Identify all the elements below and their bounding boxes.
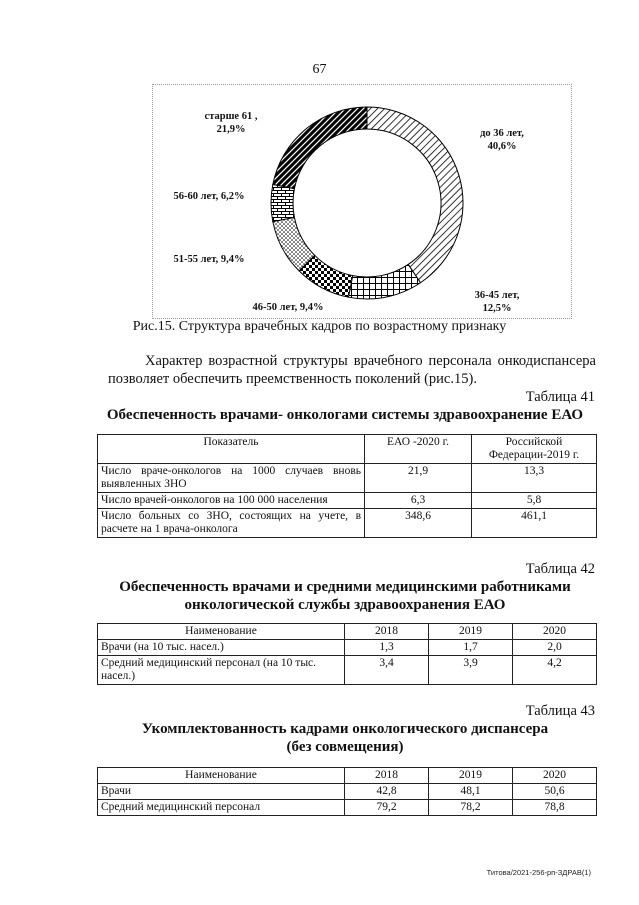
table-header-cell: 2020: [513, 624, 597, 640]
table-cell: 79,2: [345, 800, 429, 816]
table-cell: 42,8: [345, 784, 429, 800]
table-cell: 1,7: [429, 640, 513, 656]
table42-title: [80, 578, 610, 614]
label-51-55-name: 51-55 лет, 9,4%: [173, 254, 245, 265]
label-36-45-value: 12,5%: [482, 303, 512, 314]
table-header-cell: 2018: [345, 624, 429, 640]
donut-slice: [273, 107, 367, 189]
table-row: [98, 493, 597, 509]
table-cell: 21,9: [365, 464, 472, 493]
table-cell: 5,8: [472, 493, 597, 509]
paragraph-line-2: позволяет обеспечить преемственность поколений (рис.15).: [108, 371, 477, 387]
table-cell: 50,6: [513, 784, 597, 800]
label-56-60-name: 56-60 лет, 6,2%: [173, 191, 245, 202]
table43-title: [80, 720, 610, 756]
table-cell: 13,3: [472, 464, 597, 493]
donut-slices: [271, 107, 463, 299]
document-footer: Титова/2021-256-рп-ЗДРАВ(1): [486, 868, 591, 877]
table41-number: Таблица 41: [525, 389, 595, 405]
table-cell: Средний медицинский персонал: [98, 800, 345, 816]
body-paragraph: [108, 352, 596, 388]
table-cell: 348,6: [365, 509, 472, 538]
table-cell: 48,1: [429, 784, 513, 800]
table41-title: Обеспеченность врачами- онкологами системы здравоохранение ЕАО: [106, 407, 584, 423]
label-over-61-name: старше 61 ,: [204, 111, 258, 122]
label-46-50-name: 46-50 лет, 9,4%: [252, 302, 324, 313]
table-header-cell: Наименование: [98, 768, 345, 784]
table-header-cell: 2019: [429, 768, 513, 784]
table43: [97, 767, 597, 816]
paragraph-line-1: Характер возрастной структуры врачебного персонала онкодиспансера: [145, 353, 596, 369]
label-under-36: [457, 127, 547, 153]
table-row: [98, 800, 597, 816]
table-header-cell: 2019: [429, 624, 513, 640]
table-row: [98, 464, 597, 493]
figure-caption: Рис.15. Структура врачебных кадров по возрастному признаку: [132, 319, 507, 334]
table-header-cell: Российской Федерации-2019 г.: [472, 435, 597, 464]
table-row: [98, 784, 597, 800]
donut-chart: [152, 84, 572, 319]
table-cell: 78,8: [513, 800, 597, 816]
donut-slice: [348, 264, 420, 299]
label-over-61-value: 21,9%: [216, 124, 246, 135]
table-cell: Врачи (на 10 тыс. насел.): [98, 640, 345, 656]
donut-slice: [271, 184, 294, 221]
label-36-45: [457, 289, 537, 315]
table-cell: 461,1: [472, 509, 597, 538]
label-56-60: [159, 190, 259, 203]
table-header-cell: Показатель: [98, 435, 365, 464]
label-51-55: [159, 253, 259, 266]
label-46-50: [233, 301, 343, 314]
donut-slice: [367, 107, 463, 283]
table-cell: Средний медицинский персонал (на 10 тыс. насел.): [98, 656, 345, 685]
table-cell: 6,3: [365, 493, 472, 509]
table-row: [98, 509, 597, 538]
table-cell: 3,4: [345, 656, 429, 685]
table42-title-line-2: онкологической службы здравоохранения ЕАО: [184, 597, 506, 613]
table-cell: 2,0: [513, 640, 597, 656]
table42: [97, 623, 597, 685]
label-36-45-name: 36-45 лет,: [474, 290, 520, 301]
table-cell: 4,2: [513, 656, 597, 685]
table-header-cell: 2018: [345, 768, 429, 784]
table-cell: 1,3: [345, 640, 429, 656]
table-header-cell: Наименование: [98, 624, 345, 640]
table-header-cell: 2020: [513, 768, 597, 784]
table-cell: Число врачей-онкологов на 100 000 населения: [98, 493, 365, 509]
table43-number: Таблица 43: [525, 703, 595, 719]
table-cell: Врачи: [98, 784, 345, 800]
table-header-row: [98, 768, 597, 784]
table42-title-line-1: Обеспеченность врачами и средними медицинскими работниками: [119, 579, 571, 595]
table-row: [98, 656, 597, 685]
table-cell: Число больных со ЗНО, состоящих на учете, в расчете на 1 врача-онколога: [98, 509, 365, 538]
label-under-36-value: 40,6%: [487, 141, 517, 152]
table-cell: 3,9: [429, 656, 513, 685]
table-row: [98, 640, 597, 656]
label-over-61: [191, 110, 271, 136]
label-under-36-name: до 36 лет,: [480, 128, 524, 139]
page-number: 67: [312, 62, 327, 77]
table-header-cell: ЕАО -2020 г.: [365, 435, 472, 464]
table-header-row: [98, 624, 597, 640]
table-header-row: [98, 435, 597, 464]
table41: [97, 434, 597, 538]
table-cell: 78,2: [429, 800, 513, 816]
table-cell: Число враче-онкологов на 1000 случаев вновь выявленных ЗНО: [98, 464, 365, 493]
table43-title-line-2: (без совмещения): [286, 739, 404, 755]
table43-title-line-1: Укомплектованность кадрами онкологического диспансера: [141, 721, 549, 737]
table42-number: Таблица 42: [525, 561, 595, 577]
